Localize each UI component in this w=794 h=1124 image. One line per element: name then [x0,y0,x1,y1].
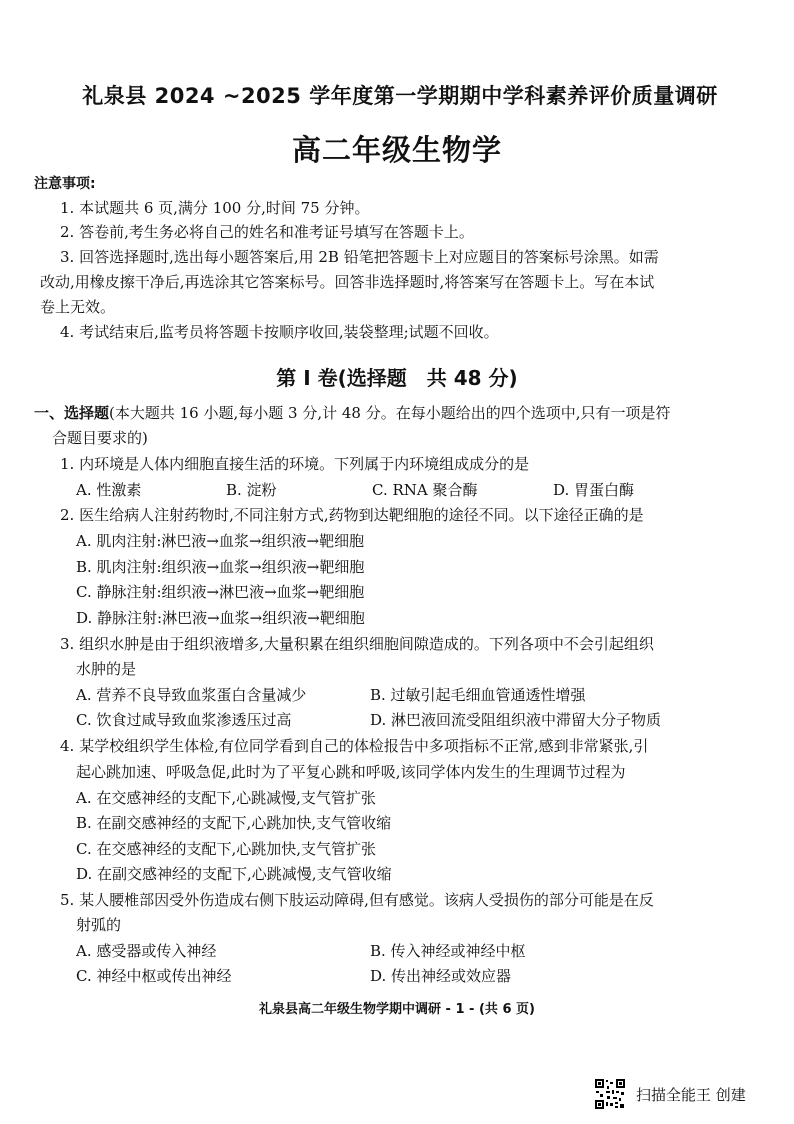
question-3-option-b: B. 过敏引起毛细血管通透性增强 [370,686,586,704]
question-1-option-b: B. 淀粉 [226,481,277,499]
question-4-stem-line-2: 起心跳加速、呼吸急促,此时为了平复心跳和呼吸,该同学体内发生的生理调节过程为 [76,763,626,781]
note-1: 1. 本试题共 6 页,满分 100 分,时间 75 分钟。 [60,199,370,217]
question-5-option-a: A. 感受器或传入神经 [76,942,217,960]
question-5-stem-line-1: 5. 某人腰椎部因受外伤造成右侧下肢运动障碍,但有感觉。该病人受损伤的部分可能是在反 [60,891,654,909]
section-intro-text: (本大题共 16 小题,每小题 3 分,计 48 分。在每小题给出的四个选项中,只有一项是符 [109,404,671,422]
question-3-stem-line-2: 水肿的是 [76,660,137,678]
question-5-option-c: C. 神经中枢或传出神经 [76,967,232,985]
section-title: 第 Ⅰ 卷(选择题 共 48 分) [276,366,518,390]
question-5-stem-line-2: 射弧的 [76,916,122,934]
qr-code-icon [594,1078,626,1110]
note-4: 4. 考试结束后,监考员将答题卡按顺序收回,装袋整理;试题不回收。 [60,323,499,341]
question-4-option-b: B. 在副交感神经的支配下,心跳加快,支气管收缩 [76,814,392,832]
question-3-option-c: C. 饮食过咸导致血浆渗透压过高 [76,711,292,729]
watermark-text: 扫描全能王 创建 [636,1086,746,1104]
question-5-option-b: B. 传入神经或神经中枢 [370,942,526,960]
question-2-option-b: B. 肌肉注射:组织液→血浆→组织液→靶细胞 [76,558,365,576]
question-5-option-d: D. 传出神经或效应器 [370,967,512,985]
question-4-option-d: D. 在副交感神经的支配下,心跳减慢,支气管收缩 [76,865,392,883]
note-3-line-2: 改动,用橡皮擦干净后,再选涂其它答案标号。回答非选择题时,将答案写在答题卡上。写在本试 [40,273,655,291]
question-1-stem: 1. 内环境是人体内细胞直接生活的环境。下列属于内环境组成成分的是 [60,455,530,473]
exam-subject: 高二年级生物学 [291,133,502,167]
question-1-option-a: A. 性激素 [76,481,142,499]
note-3-line-3: 卷上无效。 [40,298,116,316]
question-3-option-a: A. 营养不良导致血浆蛋白含量减少 [76,686,307,704]
question-3-stem-line-1: 3. 组织水肿是由于组织液增多,大量积累在组织细胞间隙造成的。下列各项中不会引起组织 [60,635,654,653]
section-intro-line-2: 合题目要求的) [52,429,148,447]
question-3-option-d: D. 淋巴液回流受阻组织液中滞留大分子物质 [370,711,662,729]
question-4-option-c: C. 在交感神经的支配下,心跳加快,支气管扩张 [76,840,377,858]
question-2-stem: 2. 医生给病人注射药物时,不同注射方式,药物到达靶细胞的途径不同。以下途径正确的是 [60,506,644,524]
exam-title: 礼泉县 2024 ~2025 学年度第一学期期中学科素养评价质量调研 [82,84,718,108]
section-label: 一、选择题 [34,404,110,422]
question-2-option-c: C. 静脉注射:组织液→淋巴液→血浆→靶细胞 [76,583,365,601]
question-1-option-d: D. 胃蛋白酶 [553,481,635,499]
notes-heading: 注意事项: [34,176,96,192]
page-footer: 礼泉县高二年级生物学期中调研 - 1 - (共 6 页) [259,1002,535,1017]
question-2-option-a: A. 肌肉注射:淋巴液→血浆→组织液→靶细胞 [76,532,365,550]
note-3-line-1: 3. 回答选择题时,选出每小题答案后,用 2B 铅笔把答题卡上对应题目的答案标号涂黑。如需 [60,248,659,266]
question-4-option-a: A. 在交感神经的支配下,心跳减慢,支气管扩张 [76,789,376,807]
question-2-option-d: D. 静脉注射:淋巴液→血浆→组织液→靶细胞 [76,609,365,627]
question-4-stem-line-1: 4. 某学校组织学生体检,有位同学看到自己的体检报告中多项指标不正常,感到非常紧张,引 [60,737,649,755]
section-intro-line-1 [34,403,671,423]
note-2: 2. 答卷前,考生务必将自己的姓名和准考证号填写在答题卡上。 [60,223,474,241]
question-1-option-c: C. RNA 聚合酶 [372,481,478,499]
